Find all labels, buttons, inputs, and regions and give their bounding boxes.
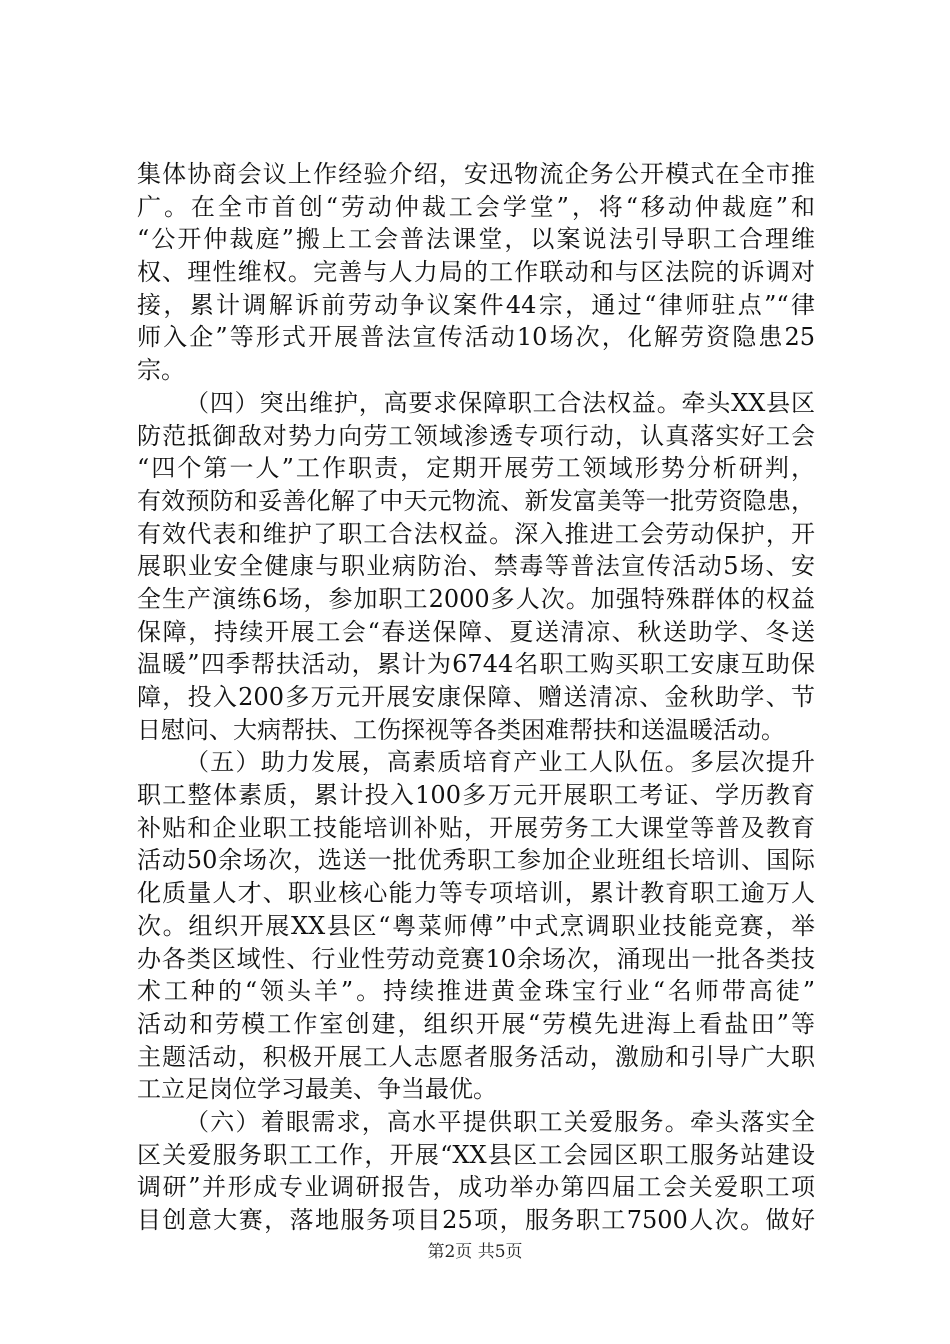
text-line: 有效代表和维护了职工合法权益。深入推进工会劳动保护，开 <box>137 519 815 548</box>
text-line: “四个第一人”工作职责，定期开展劳工领域形势分析研判， <box>137 454 815 483</box>
section-heading-line: （六）着眼需求，高水平提供职工关爱服务。牵头落实全 <box>185 1107 815 1136</box>
text-line: 补贴和企业职工技能培训补贴，开展劳务工大课堂等普及教育 <box>137 813 815 842</box>
text-line: 广。在全市首创“劳动仲裁工会学堂”，将“移动仲裁庭”和 <box>137 192 815 221</box>
text-line: 全生产演练6场，参加职工2000多人次。加强特殊群体的权益 <box>137 584 815 613</box>
text-line: 保障，持续开展工会“春送保障、夏送清凉、秋送助学、冬送 <box>137 617 815 646</box>
text-line: 活动和劳模工作室创建，组织开展“劳模先进海上看盐田”等 <box>137 1009 815 1038</box>
page-footer: 第2页 共5页 <box>427 1242 523 1262</box>
text-line: 集体协商会议上作经验介绍，安迅物流企务公开模式在全市推 <box>137 160 815 188</box>
text-line: 有效预防和妥善化解了中天元物流、新发富美等一批劳资隐患， <box>137 486 815 515</box>
section-heading-line: （四）突出维护，高要求保障职工合法权益。牵头XX县区 <box>185 388 815 417</box>
text-line: 宗。 <box>137 356 185 385</box>
text-line: “公开仲裁庭”搬上工会普法课堂，以案说法引导职工合理维 <box>137 225 815 254</box>
text-line: 办各类区域性、行业性劳动竞赛10余场次，涌现出一批各类技 <box>137 944 815 973</box>
section-heading-line: （五）助力发展，高素质培育产业工人队伍。多层次提升 <box>185 748 815 777</box>
text-line: 次。组织开展XX县区“粤菜师傅”中式烹调职业技能竞赛，举 <box>137 911 815 940</box>
document-body <box>137 158 815 1237</box>
text-line: 活动50余场次，选送一批优秀职工参加企业班组长培训、国际 <box>137 846 815 875</box>
text-line: 障，投入200多万元开展安康保障、赠送清凉、金秋助学、节 <box>137 683 815 711</box>
text-line: 区关爱服务职工工作，开展“XX县区工会园区职工服务站建设 <box>137 1140 815 1169</box>
text-line: 防范抵御敌对势力向劳工领域渗透专项行动，认真落实好工会 <box>137 421 815 450</box>
text-line: 权、理性维权。完善与人力局的工作联动和与区法院的诉调对 <box>137 258 815 287</box>
text-line: 工立足岗位学习最美、争当最优。 <box>137 1075 497 1104</box>
text-line: 展职业安全健康与职业病防治、禁毒等普法宣传活动5场、安 <box>137 552 815 581</box>
text-line: 调研”并形成专业调研报告，成功举办第四届工会关爱职工项 <box>137 1173 815 1202</box>
text-line: 职工整体素质，累计投入100多万元开展职工考证、学历教育 <box>137 781 815 810</box>
text-line: 主题活动，积极开展工人志愿者服务活动，激励和引导广大职 <box>137 1042 815 1071</box>
text-line: 化质量人才、职业核心能力等专项培训，累计教育职工逾万人 <box>137 879 815 908</box>
text-line: 日慰问、大病帮扶、工伤探视等各类困难帮扶和送温暖活动。 <box>137 715 785 744</box>
text-line: 目创意大赛，落地服务项目25项，服务职工7500人次。做好 <box>137 1206 815 1234</box>
text-line: 温暖”四季帮扶活动，累计为6744名职工购买职工安康互助保 <box>137 650 815 679</box>
text-line: 接，累计调解诉前劳动争议案件44宗，通过“律师驻点”“律 <box>137 290 815 319</box>
text-line: 师入企”等形式开展普法宣传活动10场次，化解劳资隐患25 <box>137 323 815 352</box>
text-line: 术工种的“领头羊”。持续推进黄金珠宝行业“名师带高徒” <box>137 977 815 1006</box>
